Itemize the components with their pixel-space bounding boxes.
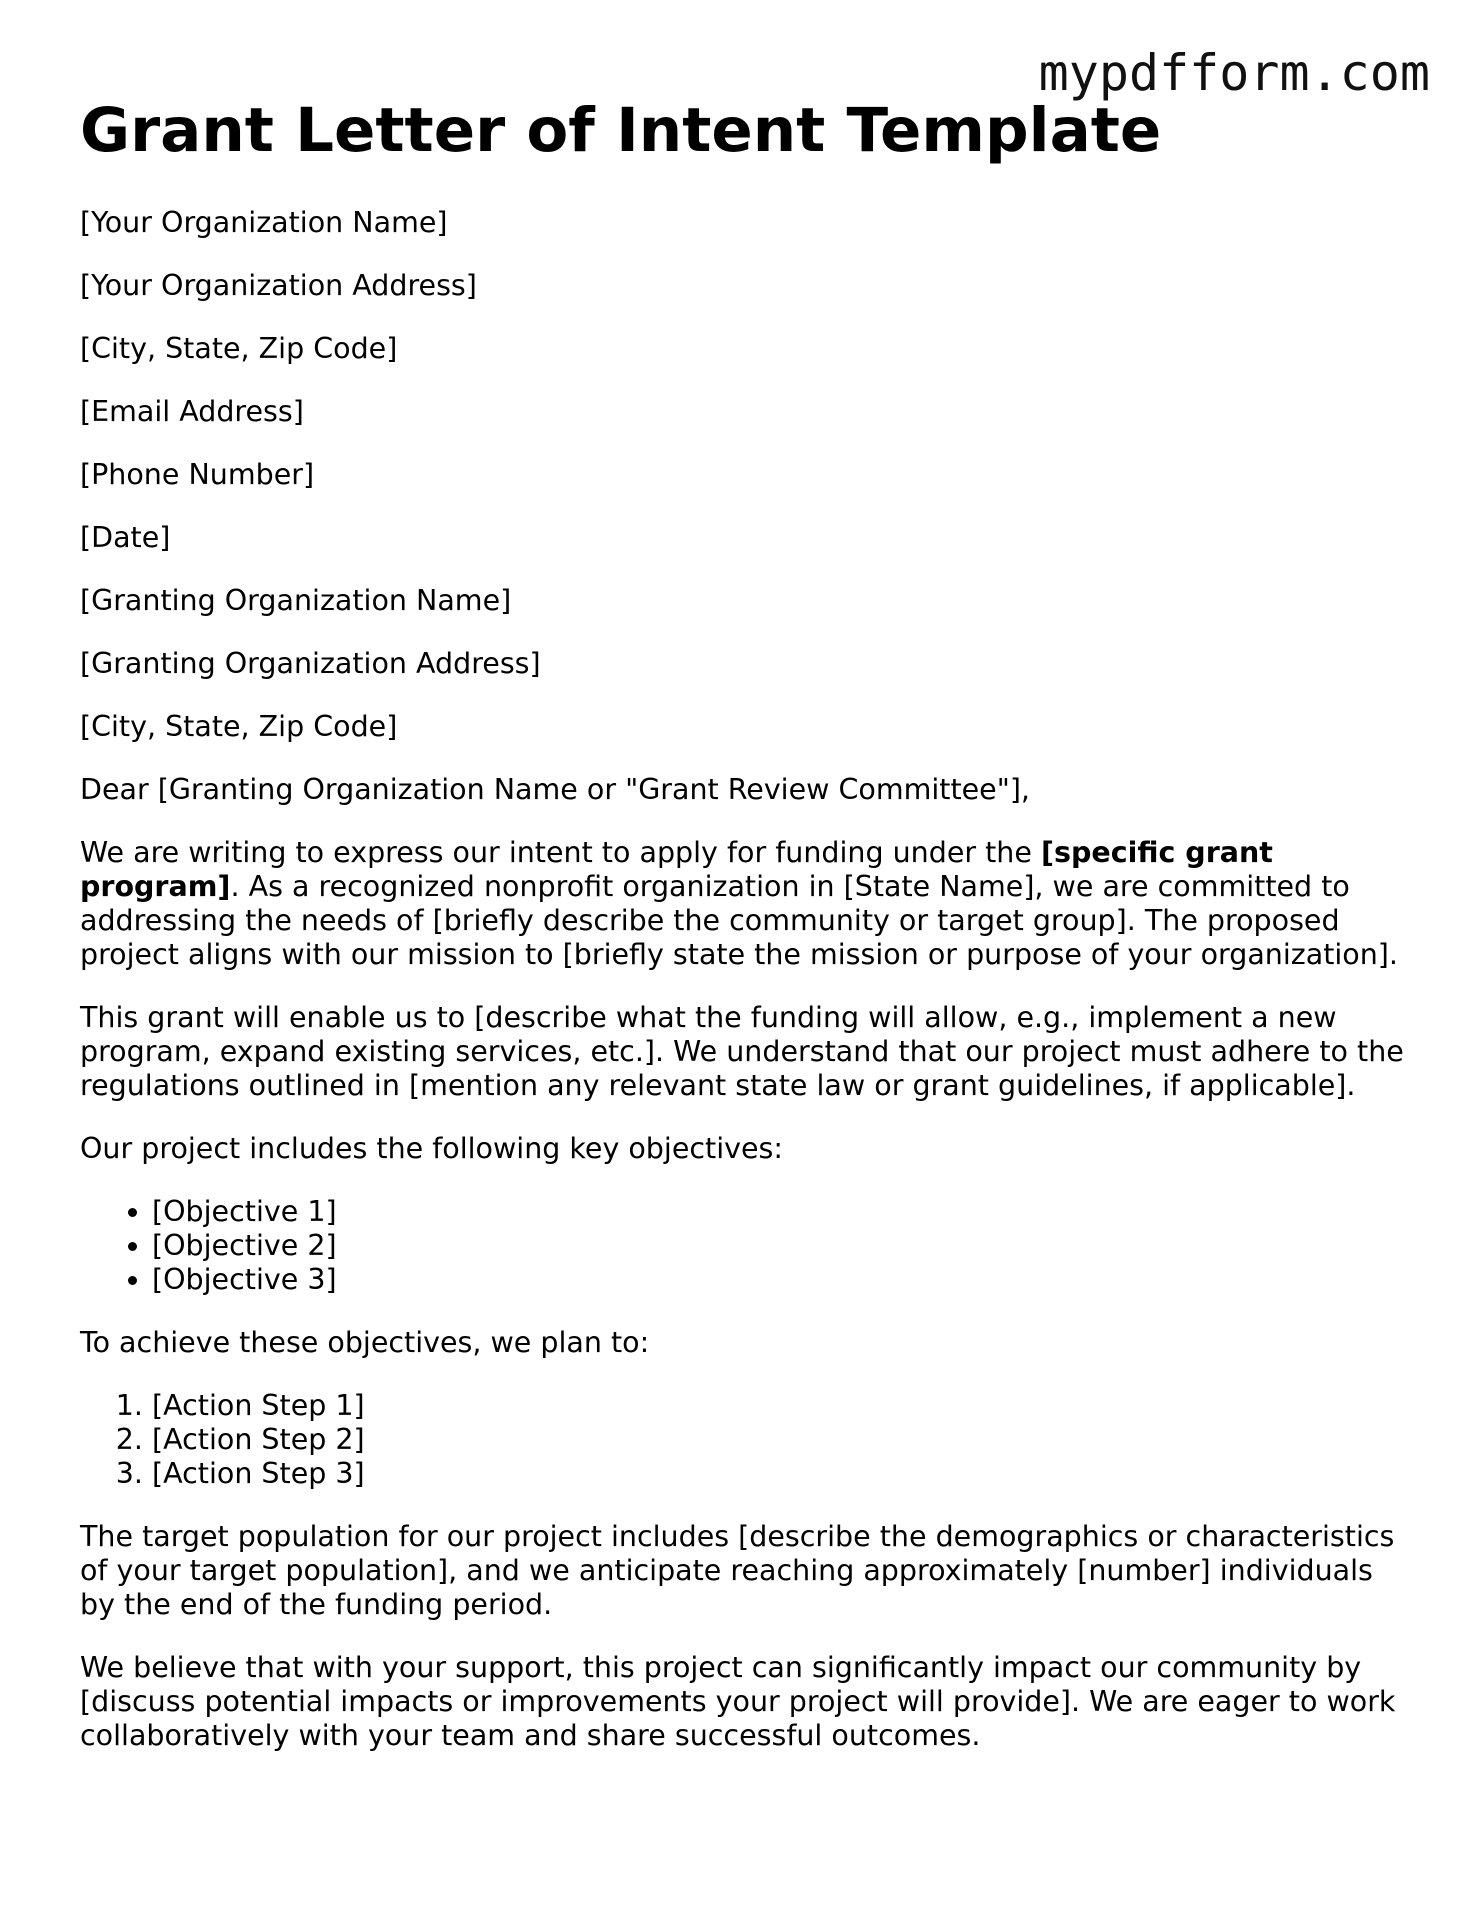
recipient-org-name: [Granting Organization Name] [80,584,512,617]
action-step-item: 3. [Action Step 3] [152,1457,1405,1491]
recipient-city-state-zip: [City, State, Zip Code] [80,710,398,743]
sender-org-address: [Your Organization Address] [80,269,477,302]
action-step-item: 2. [Action Step 2] [152,1423,1405,1457]
page-title: Grant Letter of Intent Template [80,95,1162,166]
intro-rest: . As a recognized nonprofit organization in [State Name], we are committed to addressing the needs of [briefly describe the community or target group]. The proposed project aligns with our mission to [briefly state the mission or purpose of your organization]. [80,870,1398,971]
intro-lead: We are writing to express our intent to apply for funding under the [80,836,1041,869]
sender-city-state-zip: [City, State, Zip Code] [80,332,398,365]
objectives-intro: Our project includes the following key objectives: [80,1132,783,1165]
sender-org-name: [Your Organization Name] [80,206,448,239]
letter-date: [Date] [80,521,171,554]
salutation: Dear [Granting Organization Name or "Grant Review Committee"], [80,773,1030,806]
recipient-org-address: [Granting Organization Address] [80,647,541,680]
steps-intro: To achieve these objectives, we plan to: [80,1326,650,1359]
objective-item: • [Objective 3] [152,1263,1405,1297]
objective-item: • [Objective 2] [152,1229,1405,1263]
grant-paragraph: This grant will enable us to [describe what the funding will allow, e.g., implement a new program, expand existing services, etc.]. We understand that our project must adhere to the regulations outlined in [mention any relevant state law or grant guidelines, if applicable]. [80,1001,1404,1102]
population-paragraph: The target population for our project includes [describe the demographics or characteristics of your target population], and we anticipate reaching approximately [number] individuals by the end of the funding period. [80,1520,1395,1621]
action-step-item: 1. [Action Step 1] [152,1389,1405,1423]
intro-paragraph [80,836,1405,972]
objective-item: • [Objective 1] [152,1195,1405,1229]
sender-phone: [Phone Number] [80,458,315,491]
action-steps-list [80,1389,1405,1491]
site-watermark: mypdfform.com [1038,44,1430,102]
objectives-list [80,1195,1405,1297]
impact-paragraph: We believe that with your support, this project can significantly impact our community by [discuss potential impacts or improvements your project will provide]. We are eager to work collaboratively with your team and share successful outcomes. [80,1651,1396,1752]
grant-program-placeholder: [specific grant program] [80,836,1273,903]
sender-email: [Email Address] [80,395,304,428]
letter-document [80,95,1405,1782]
